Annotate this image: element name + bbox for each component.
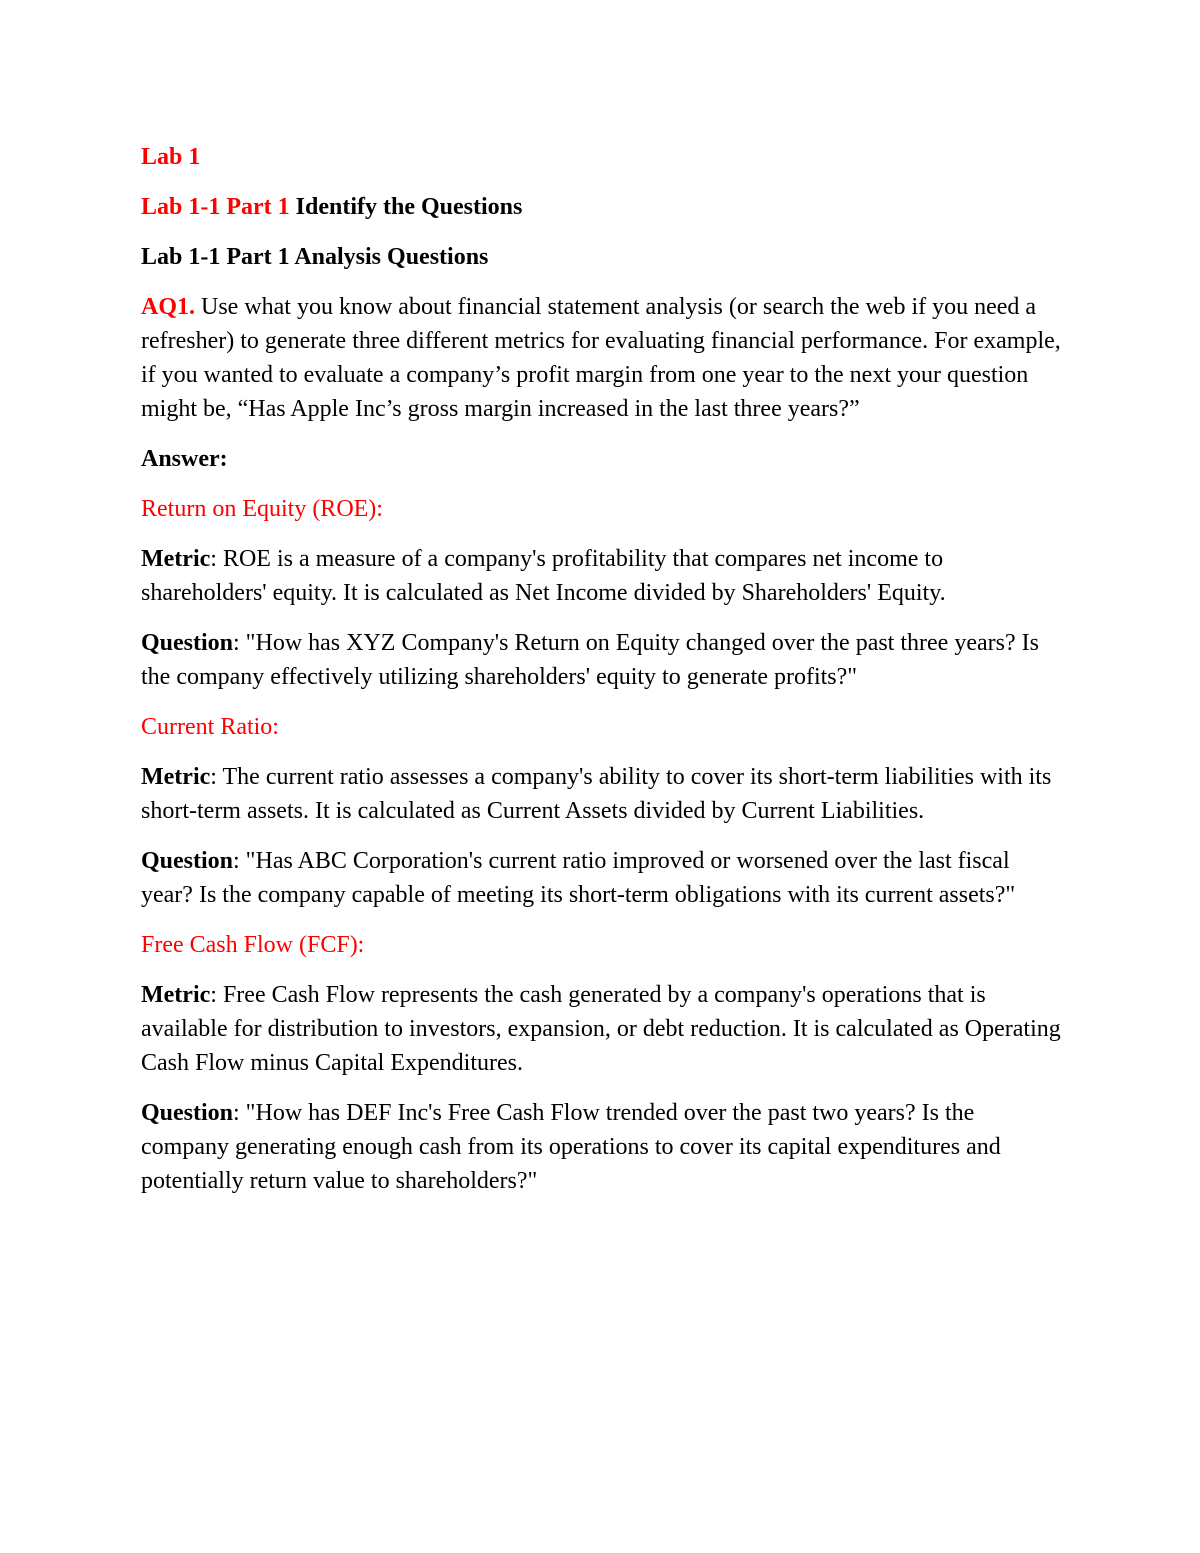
lab-title: Lab 1 bbox=[141, 144, 201, 170]
metric-question bbox=[141, 1096, 1066, 1198]
part-heading bbox=[141, 190, 1066, 224]
metric-name: Current Ratio: bbox=[141, 714, 279, 740]
question-label: Question bbox=[141, 630, 234, 656]
metric-question bbox=[141, 626, 1066, 694]
metric-label: Metric bbox=[141, 764, 211, 790]
aq1-paragraph bbox=[141, 290, 1066, 426]
metric-text: : ROE is a measure of a company's profitability that compares net income to shareholders' equity. It is calculated as Net Income divided by Shareholders' Equity. bbox=[141, 546, 946, 606]
metric-name: Free Cash Flow (FCF): bbox=[141, 932, 365, 958]
answer-label: Answer: bbox=[141, 446, 228, 472]
metric-label: Metric bbox=[141, 982, 211, 1008]
part-heading-label: Lab 1-1 Part 1 bbox=[141, 194, 290, 220]
analysis-heading: Lab 1-1 Part 1 Analysis Questions bbox=[141, 244, 489, 270]
document-page bbox=[141, 140, 1066, 1214]
metric-label: Metric bbox=[141, 546, 211, 572]
metric-definition bbox=[141, 760, 1066, 828]
question-text: : "Has ABC Corporation's current ratio improved or worsened over the last fiscal year? Is the company capable of meeting its short-term obligations with its current assets?" bbox=[141, 848, 1016, 908]
metric-definition bbox=[141, 978, 1066, 1080]
question-label: Question bbox=[141, 1100, 234, 1126]
question-text: : "How has XYZ Company's Return on Equity changed over the past three years? Is the company effectively utilizing shareholders' equity to generate profits?" bbox=[141, 630, 1039, 690]
metric-text: : Free Cash Flow represents the cash generated by a company's operations that is available for distribution to investors, expansion, or debt reduction. It is calculated as Operating Cash Flow minus Capital Expenditures. bbox=[141, 982, 1061, 1076]
question-label: Question bbox=[141, 848, 234, 874]
aq1-text: Use what you know about financial statement analysis (or search the web if you need a refresher) to generate three different metrics for evaluating financial performance. For example, if you wanted to evaluate a company’s profit margin from one year to the next your question might be, “Has Apple Inc’s gross margin increased in the last three years?” bbox=[141, 294, 1061, 422]
metric-text: : The current ratio assesses a company's ability to cover its short-term liabilities with its short-term assets. It is calculated as Current Assets divided by Current Liabilities. bbox=[141, 764, 1052, 824]
part-heading-text: Identify the Questions bbox=[289, 194, 523, 220]
question-text: : "How has DEF Inc's Free Cash Flow trended over the past two years? Is the company generating enough cash from its operations to cover its capital expenditures and potentially return value to shareholders?" bbox=[141, 1100, 1001, 1194]
aq1-label: AQ1. bbox=[141, 294, 195, 320]
metric-definition bbox=[141, 542, 1066, 610]
metric-question bbox=[141, 844, 1066, 912]
metric-name: Return on Equity (ROE): bbox=[141, 496, 383, 522]
